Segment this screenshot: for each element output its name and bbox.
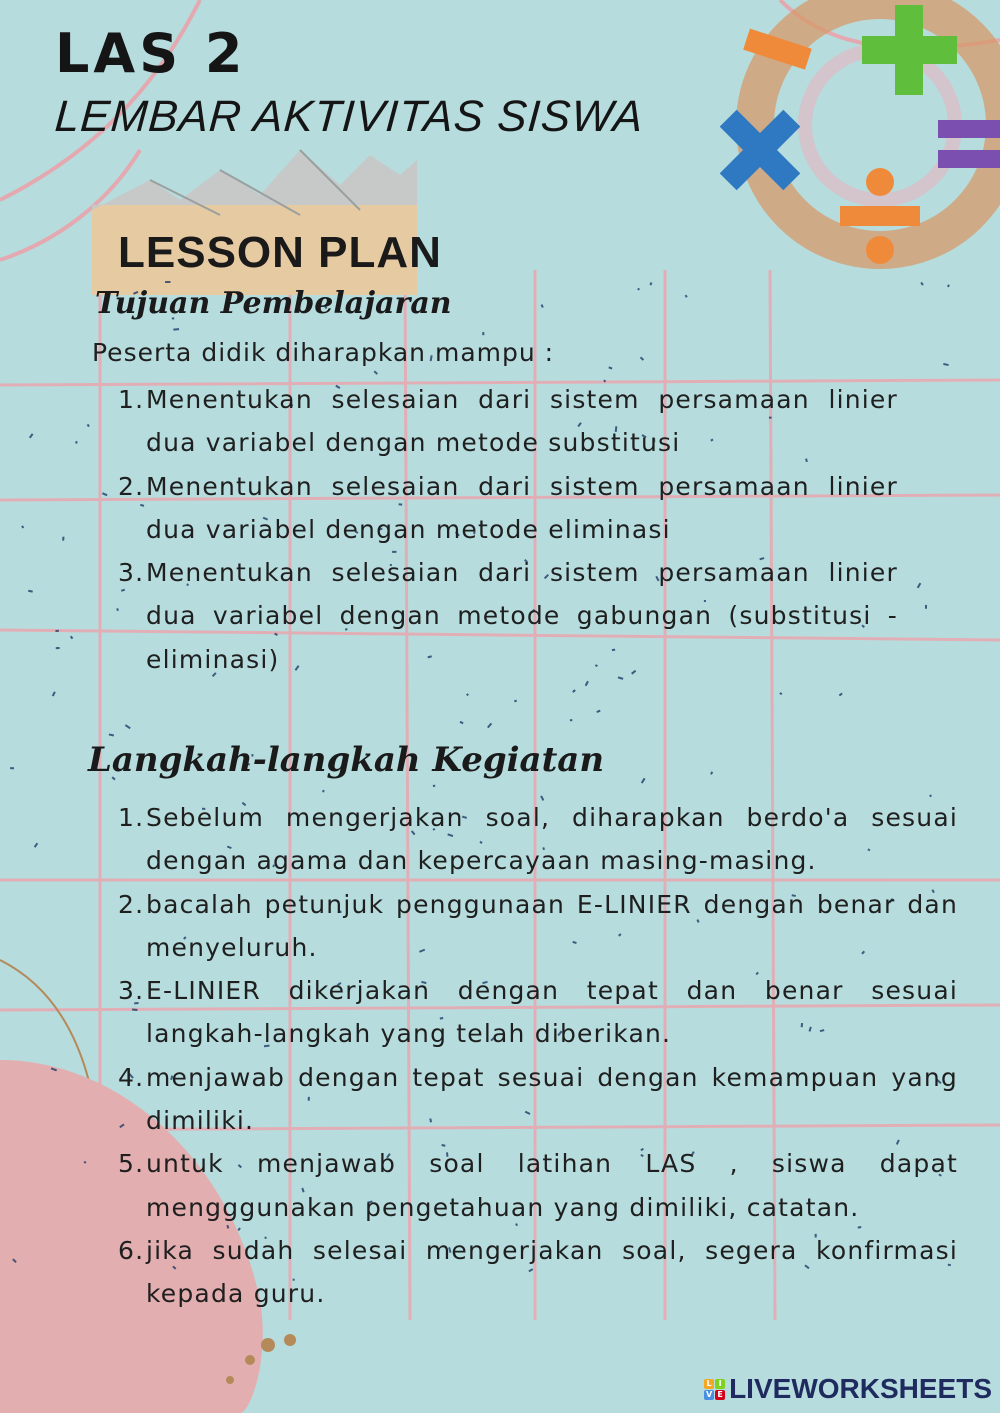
scatter-dash [649, 282, 652, 285]
scatter-dash [920, 282, 923, 286]
langkah-heading: Langkah-langkah Kegiatan [88, 740, 605, 780]
page-subtitle: LEMBAR AKTIVITAS SISWA [53, 92, 646, 141]
scatter-dash [109, 733, 114, 736]
scatter-dash [482, 332, 484, 335]
scatter-dash [56, 647, 60, 649]
liveworksheets-logo[interactable] [704, 1373, 992, 1405]
scatter-dash [640, 357, 644, 361]
scatter-dash [925, 605, 927, 609]
scatter-dash [28, 590, 33, 593]
scatter-dash [947, 284, 950, 287]
tujuan-intro: Peserta didik diharapkan mampu : [92, 338, 555, 367]
langkah-list [118, 796, 958, 1316]
scatter-dash [514, 700, 517, 703]
item-text: untuk menjawab soal latihan LAS , siswa dapat mengggunakan pengetahuan yang dimiliki, catatan. [146, 1149, 958, 1222]
list-item [118, 883, 958, 970]
scatter-dash [466, 693, 469, 696]
list-item [118, 551, 898, 681]
item-text: Sebelum mengerjakan soal, diharapkan berdo'a sesuai dengan agama dan kepercayaan masing-masing. [146, 803, 958, 876]
item-text: Menentukan selesaian dari sistem persamaan linier dua variabel dengan metode gabungan (substitusi - eliminasi) [146, 558, 898, 674]
scatter-dash [75, 441, 78, 444]
item-number: 5. [118, 1149, 145, 1179]
scatter-dash [779, 692, 782, 695]
liveworksheets-icon: L I V E [704, 1379, 725, 1400]
scatter-dash [710, 771, 713, 774]
scatter-dash [570, 719, 572, 721]
item-text: Menentukan selesaian dari sistem persamaan linier dua variabel dengan metode substitusi [146, 385, 898, 458]
scatter-dash [541, 304, 544, 308]
liveworksheets-text: LIVEWORKSHEETS [729, 1373, 992, 1404]
scatter-dash [70, 636, 73, 640]
page-title: LAS 2 [55, 22, 247, 85]
item-text: jika sudah selesai mengerjakan soal, segera konfirmasi kepada guru. [146, 1235, 958, 1309]
scatter-dash [572, 689, 576, 693]
tujuan-heading: Tujuan Pembelajaran [95, 286, 452, 321]
tujuan-list [118, 378, 898, 681]
item-number: 6. [118, 1235, 145, 1265]
scatter-dash [585, 681, 589, 686]
scatter-dash [55, 630, 59, 632]
item-text: menjawab dengan tepat sesuai dengan kemampuan yang dimiliki. [146, 1062, 958, 1136]
scatter-dash [487, 723, 492, 729]
scatter-dash [685, 295, 688, 298]
list-item [118, 1142, 958, 1229]
scatter-dash [943, 363, 949, 366]
item-number: 1. [118, 385, 145, 414]
scatter-dash [52, 691, 56, 696]
item-number: 3. [118, 976, 145, 1006]
item-text: Menentukan selesaian dari sistem persamaan linier dua variabel dengan metode eliminasi [146, 471, 898, 544]
item-text: bacalah petunjuk penggunaan E-LINIER dengan benar dan menyeluruh. [146, 889, 958, 962]
scatter-dash [102, 492, 108, 496]
scatter-dash [839, 693, 843, 697]
list-item [118, 1229, 958, 1316]
scatter-dash [637, 288, 640, 291]
scatter-dash [62, 537, 64, 541]
list-item [118, 969, 958, 1056]
list-item [118, 465, 898, 552]
scatter-dash [374, 370, 378, 374]
scatter-dash [21, 525, 24, 528]
scatter-dash [460, 721, 464, 724]
scatter-dash [608, 366, 612, 369]
scatter-dash [87, 424, 90, 427]
list-item [118, 796, 958, 883]
scatter-dash [29, 433, 33, 438]
scatter-dash [173, 328, 179, 331]
item-number: 1. [118, 803, 145, 832]
scatter-dash [125, 724, 131, 729]
list-item [118, 378, 898, 465]
item-number: 2. [118, 889, 145, 919]
scatter-dash [165, 281, 170, 283]
scatter-dash [322, 790, 325, 793]
scatter-dash [917, 583, 921, 589]
item-number: 4. [118, 1062, 145, 1092]
scatter-dash [433, 785, 436, 788]
scatter-dash [596, 710, 600, 713]
item-number: 3. [118, 558, 145, 588]
item-number: 2. [118, 471, 145, 501]
scatter-dash [34, 843, 38, 848]
scatter-dash [10, 767, 14, 769]
lesson-plan-label: LESSON PLAN [118, 228, 442, 277]
list-item [118, 1056, 958, 1143]
scatter-dash [641, 778, 646, 784]
item-text: E-LINIER dikerjakan dengan tepat dan benar sesuai langkah-langkah yang telah diberikan. [146, 976, 958, 1049]
